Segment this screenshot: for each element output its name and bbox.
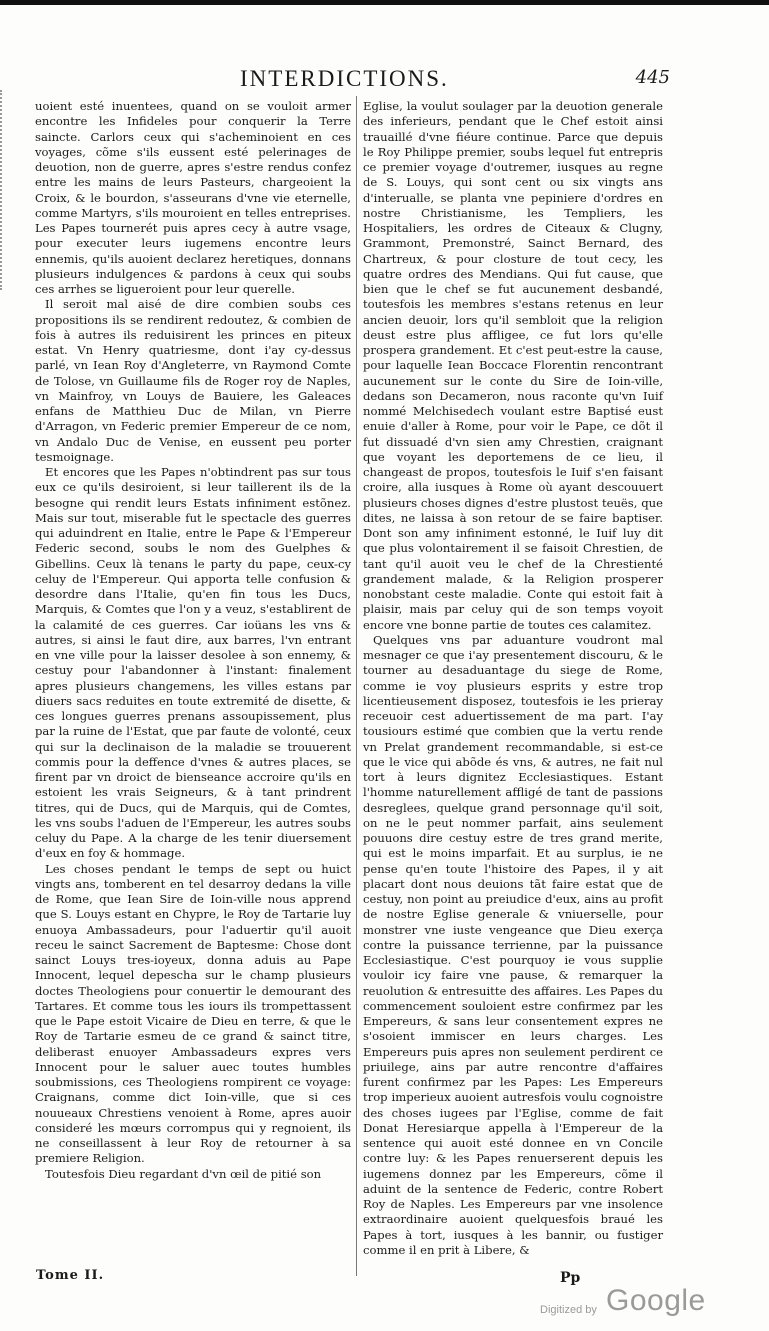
right-column <box>363 99 663 1258</box>
paragraph: Eglise, la voulut soulager par la deuotion generale des inferieurs, pendant que le Chef estoit ainsi trauaillé d'vne fiéure continue. Parce que depuis le Roy Philippe premier, soubs lequel fut entrepris ce premier voyage d'outremer, iusques au regne de S. Louys, qui sont cent ou six vingts ans d'interualle, se planta vne pepiniere d'ordres en nostre Christianisme, les Templiers, les Hospitaliers, les ordres de Citeaux & Clugny, Grammont, Premonstré, Sainct Bernard, des Chartreux, & pour closture de tout cecy, les quatre ordres des Mendians. Qui fut cause, que bien que le chef se fut aucunement desbandé, toutesfois les membres s'estans retenus en leur ancien deuoir, lors qu'il sembloit que la religion deust estre plus affligee, ce fut lors qu'elle prospera grandement. Et c'est peut-estre la cause, pour laquelle Iean Boccace Florentin rencontrant aucunement sur le conte du Sire de Ioin-ville, dedans son Decameron, nous raconte qu'vn Iuif nommé Melchisedech voulant estre Baptisé eust enuie d'aller à Rome, pour voir le Pape, ce dõt il fut dissuadé d'vn sien amy Chrestien, craignant que voyant les deportemens de ce lieu, il changeast de propos, toutesfois le Iuif s'en faisant croire, alla iusques à Rome où ayant descouuert plusieurs choses dignes d'estre plustost teuës, que dites, ne laissa à son retour de se faire baptiser. Dont son amy infiniment estonné, le Iuif luy dit que plus volontairement il se faisoit Chrestien, de tant qu'il auoit veu le chef de la Chrestienté grandement malade, & la Religion prosperer nonobstant ceste maladie. Conte qui estoit fait à plaisir, mais par celuy qui de son temps voyoit encore vne bonne partie de toutes ces calamitez. <box>363 99 663 632</box>
page-header <box>230 66 670 96</box>
digitized-watermark <box>540 1284 750 1324</box>
paragraph: Toutesfois Dieu regardant d'vn œil de pitié son <box>45 1166 322 1181</box>
left-column <box>35 99 351 1182</box>
paragraph: Les choses pendant le temps de sept ou huict vingts ans, tomberent en tel desarroy dedans la ville de Rome, que Iean Sire de Ioin-ville nous apprend que S. Louys estant en Chypre, le Roy de Tartarie luy enuoya Ambassadeurs, pour l'aduertir qu'il auoit receu le sainct Sacrement de Baptesme: Chose dont sainct Louys tres-ioyeux, donna aduis au Pape Innocent, lequel depescha sur le champ plusieurs doctes Theologiens pour conuertir le demourant des Tartares. Et comme tous les iours ils trompettassent que le Pape estoit Vicaire de Dieu en terre, & que le Roy de Tartarie esmeu de ce grand & sainct titre, deliberast enuoyer Ambassadeurs expres vers Innocent pour le saluer auec toutes humbles soubmissions, ces Theologiens rompirent ce voyage: Craignans, comme dict Ioin-ville, que si ces nouueaux Chrestiens venoient à Rome, apres auoir consideré les mœurs corrompus qui y regnoient, ils ne conseillassent à leur Roy de retourner à sa premiere Religion. <box>35 861 351 1166</box>
top-edge-rule <box>0 0 769 5</box>
paragraph: uoient esté inuentees, quand on se vouloit armer encontre les Infideles pour conquerir la Terre saincte. Carlors ceux qui s'acheminoient en ces voyages, cõme s'ils eussent esté pelerinages de deuotion, non de guerre, apres s'estre rendus confez entre les mains de leurs Pasteurs, chargeoient la Croix, & le bourdon, s'asseurans d'vne vie eternelle, comme Martyrs, s'ils mouroient en telles entreprises. Les Papes tournerét puis apres cecy à autre vsage, pour executer leurs iugemens encontre leurs ennemis, qu'ils auoient declarez heretiques, donnans plusieurs indulgences & pardons à ceux qui soubs ces arrhes se ligueroient pour leur querelle. <box>35 99 351 296</box>
volume-signature: Tome II. <box>36 1268 105 1283</box>
paragraph: Quelques vns par aduanture voudront mal mesnager ce que i'ay presentement discouru, & le tourner au desaduantage du siege de Rome, comme ie voy plusieurs esprits y estre trop licentieusement disposez, toutesfois ie les prieray receuoir cest aduertissement de ma part. I'ay tousiours estimé que combien que la vertu rende vn Prelat grandement recommandable, si est-ce que le vice qui abõde és vns, & autres, ne fait nul tort à leurs dignitez Ecclesiastiques. Estant l'homme naturellement affligé de tant de passions desreglees, quelque grand personnage qu'il soit, on ne le peut nommer parfait, ains seulement pouuons dire cestuy estre de tres grand merite, qui est le moins imparfait. Et au surplus, ie ne pense qu'en toute l'histoire des Papes, il y ait placart dont nous deuions tãt faire estat que de cestuy, non point au preiudice d'eux, ains au profit de nostre Eglise generale & vniuerselle, pour monstrer vne iuste vengeance que Dieu exerça contre la puissance terrienne, par la puissance Ecclesiastique. C'est pourquoy ie vous supplie vouloir icy faire vne pause, & remarquer la reuolution & entresuitte des affaires. Les Papes du commencement souloient estre confirmez par les Empereurs, & sans leur consentement expres ne s'osoient immiscer en leurs charges. Les Empereurs puis apres non seulement perdirent ce priuilege, ains par autre rencontre d'affaires furent confirmez par les Papes: Les Empereurs trop imperieux auoient autresfois voulu cognoistre des choses iugees par l'Eglise, comme de fait Donat Heresiarque appella à l'Empereur de la sentence qui auoit esté donnee en vn Concile contre luy: & les Papes renuerserent depuis les iugemens donnez par les Empereurs, cõme il aduint de la sentence de Federic, contre Robert Roy de Naples. Les Empereurs par vne insolence extraordinaire auoient quelquesfois braué les Papes à tort, iusques à les bannir, ou fustiger comme il en prit à Libere, & <box>363 632 663 1257</box>
gathering-signature: Pp <box>560 1270 581 1286</box>
running-head: INTERDICTIONS. <box>240 66 449 91</box>
left-margin-marks <box>0 90 16 290</box>
watermark-prefix: Digitized by <box>540 1304 597 1316</box>
page-number: 445 <box>635 67 670 88</box>
google-logo: Google <box>606 1284 706 1317</box>
paragraph: Il seroit mal aisé de dire combien soubs ces propositions ils se rendirent redoutez, & combien de fois à autres ils reduisirent les princes en piteux estat. Vn Henry quatriesme, dont i'ay cy-dessus parlé, vn Iean Roy d'Angleterre, vn Raymond Comte de Tolose, vn Guillaume fils de Roger roy de Naples, vn Mainfroy, vn Louys de Bauiere, les Galeaces enfans de Matthieu Duc de Milan, vn Pierre d'Arragon, vn Federic premier Empereur de ce nom, vn Andalo Duc de Venise, en eussent peu porter tesmoignage. <box>35 297 351 464</box>
column-divider <box>356 96 357 1276</box>
paragraph: Et encores que les Papes n'obtindrent pas sur tous eux ce qu'ils desiroient, si leur taillerent ils de la besogne qui rendit leurs Estats infiniment estõnez. Mais sur tout, miserable fut le spectacle des guerres qui aduindrent en Italie, entre le Pape & l'Empereur Federic second, soubs le nom des Guelphes & Gibellins. Ceux là tenans le party du pape, ceux-cy celuy de l'Empereur. Qui apporta telle confusion & desordre dans l'Italie, qu'en fin tous les Ducs, Marquis, & Comtes que l'on y a veuz, s'establirent de la calamité de ces guerres. Car ioüans les vns & autres, si ainsi le faut dire, aux barres, l'vn entrant en vne ville pour la laisser desolee à son ennemy, & cestuy pour l'abandonner à l'instant: finalement apres plusieurs changemens, les villes estans par diuers sacs reduites en toute extremité de disette, & ces longues guerres prenans assoupissement, plus par la ruine de l'Estat, que par faute de volonté, ceux qui sur la declinaison de la maladie se trouuerent commis pour la deffence d'vnes & autres places, se firent par vn droict de bienseance accroire qu'ils en estoient les vrais Seigneurs, & à tant prindrent titres, qui de Ducs, qui de Marquis, qui de Comtes, les vns soubs l'aduen de l'Empereur, les autres soubs celuy du Pape. A la charge de les tenir diuersement d'eux en foy & hommage. <box>35 465 351 861</box>
